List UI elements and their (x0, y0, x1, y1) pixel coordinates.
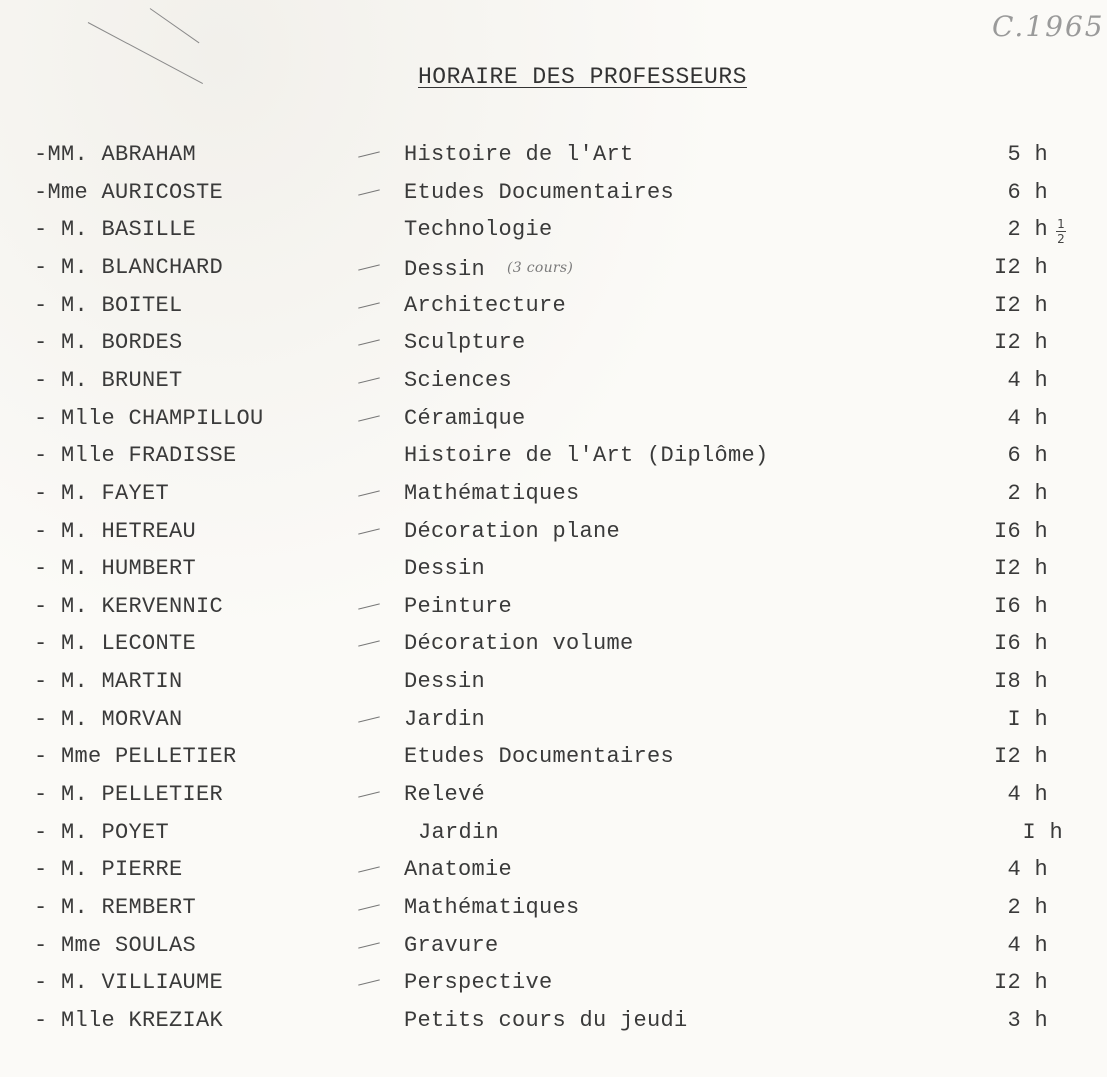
course-subject (404, 476, 580, 512)
teacher-name: - M. LECONTE (34, 631, 197, 657)
weekly-hours: 3 h (1007, 1007, 1048, 1033)
weekly-hours: 5 h (1007, 142, 1048, 167)
weekly-hours: I6 h (993, 593, 1048, 619)
pen-tick-mark (358, 716, 380, 722)
teacher-name: - M. POYET (34, 819, 170, 845)
teacher-name: - Mlle KREZIAK (34, 1007, 224, 1033)
pen-tick-mark (358, 867, 380, 873)
teacher-name: -Mme AURICOSTE (34, 179, 224, 205)
weekly-hours: I h (1022, 819, 1063, 845)
teacher-name: - M. HUMBERT (34, 556, 197, 582)
teacher-name: - M. MARTIN (34, 669, 183, 695)
pen-tick-mark (358, 377, 380, 383)
course-subject-text: Sculpture (404, 330, 526, 356)
pen-tick-mark (358, 942, 380, 948)
course-subject-text: Jardin (404, 706, 486, 732)
course-subject (404, 965, 553, 1001)
teacher-name: - Mme SOULAS (34, 932, 197, 958)
course-subject (404, 739, 674, 775)
weekly-hours: 2 h (1007, 480, 1048, 506)
teacher-name: - M. BRUNET (34, 367, 183, 393)
course-subject (404, 928, 499, 964)
weekly-hours: I6 h (993, 631, 1048, 657)
teacher-name: - M. BOITEL (34, 292, 183, 318)
teacher-name: - M. HETREAU (34, 518, 197, 544)
course-subject (404, 514, 620, 550)
schedule-row (0, 137, 1107, 173)
schedule-row (0, 212, 1107, 248)
course-subject (404, 175, 674, 211)
schedule-row (0, 175, 1107, 211)
schedule-row (0, 288, 1107, 324)
schedule-row (0, 852, 1107, 888)
schedule-row (0, 589, 1107, 625)
course-subject-text: Etudes Documentaires (404, 744, 675, 770)
course-subject (404, 664, 485, 700)
course-subject-text: Céramique (404, 405, 526, 431)
course-subject (404, 363, 512, 399)
course-subject (404, 551, 485, 587)
pen-tick-mark (358, 641, 380, 647)
course-subject-text: Dessin (404, 256, 486, 282)
schedule-row (0, 1003, 1107, 1039)
pen-scratch-mark (150, 8, 200, 43)
course-subject (404, 288, 566, 324)
course-subject (404, 250, 573, 288)
teacher-name: - M. FAYET (34, 480, 170, 506)
course-subject-text: Histoire de l'Art (404, 142, 634, 167)
course-subject (418, 815, 499, 851)
course-subject-text: Anatomie (404, 857, 513, 883)
weekly-hours: 4 h (1007, 367, 1048, 393)
course-subject-text: Mathématiques (404, 480, 580, 506)
schedule-row (0, 401, 1107, 437)
course-subject-text: Dessin (404, 669, 486, 695)
schedule-row (0, 965, 1107, 1001)
teacher-name: - Mlle FRADISSE (34, 443, 237, 469)
course-subject (404, 137, 634, 173)
pen-tick-mark (358, 490, 380, 496)
teacher-name: - Mme PELLETIER (34, 744, 237, 770)
course-subject-text: Décoration volume (404, 631, 634, 657)
weekly-hours: 6 h (1007, 443, 1048, 469)
course-subject-text: Gravure (404, 932, 499, 958)
weekly-hours: I2 h (993, 744, 1048, 770)
pen-scratch-mark (88, 22, 203, 84)
weekly-hours: 4 h (1007, 405, 1048, 431)
teacher-name: - M. BLANCHARD (34, 254, 224, 280)
course-subject (404, 1003, 688, 1039)
course-subject (404, 401, 526, 437)
weekly-hours: 2 h (1007, 217, 1048, 243)
schedule-row (0, 626, 1107, 662)
teacher-name: - M. BORDES (34, 330, 183, 356)
weekly-hours: 2 h (1007, 895, 1048, 920)
weekly-hours: I2 h (993, 292, 1048, 318)
schedule-row (0, 739, 1107, 775)
schedule-row (0, 325, 1107, 361)
pen-tick-mark (358, 415, 380, 421)
course-subject-text: Histoire de l'Art (Diplôme) (404, 443, 769, 469)
pen-tick-mark (358, 302, 380, 308)
teacher-name: - M. PELLETIER (34, 782, 224, 808)
fraction-numerator: 1 (1057, 217, 1065, 232)
pen-tick-mark (358, 528, 380, 534)
weekly-hours: 4 h (1007, 857, 1048, 883)
course-subject-text: Etudes Documentaires (404, 179, 675, 205)
teacher-name: - M. VILLIAUME (34, 970, 224, 996)
weekly-hours: I h (1007, 706, 1048, 732)
schedule-row (0, 890, 1107, 926)
weekly-hours: I2 h (993, 254, 1048, 280)
teacher-name: - M. MORVAN (34, 706, 183, 732)
weekly-hours: I2 h (993, 330, 1048, 356)
course-subject-text: Petits cours du jeudi (404, 1007, 688, 1033)
pen-tick-mark (358, 791, 380, 797)
pen-tick-mark (358, 904, 380, 910)
pen-tick-mark (358, 980, 380, 986)
course-subject-text: Technologie (404, 217, 553, 243)
course-subject-text: Jardin (418, 819, 500, 845)
course-subject (404, 325, 526, 361)
course-subject (404, 438, 769, 474)
course-subject-text: Décoration plane (404, 518, 621, 544)
schedule-row (0, 438, 1107, 474)
weekly-hours: I6 h (993, 518, 1048, 544)
weekly-hours: 4 h (1007, 782, 1048, 808)
course-subject-text: Dessin (404, 556, 486, 582)
schedule-row (0, 514, 1107, 550)
weekly-hours: 4 h (1007, 932, 1048, 958)
handwritten-date-note: C.1965 (992, 10, 1105, 43)
schedule-row (0, 476, 1107, 512)
schedule-row (0, 363, 1107, 399)
weekly-hours: I2 h (993, 970, 1048, 996)
weekly-hours: 6 h (1007, 179, 1048, 205)
pen-tick-mark (358, 603, 380, 609)
course-subject (404, 626, 634, 662)
pen-tick-mark (358, 340, 380, 346)
course-subject-text: Mathématiques (404, 895, 580, 920)
handwritten-annotation: (3 cours) (507, 259, 574, 276)
pen-tick-mark (358, 264, 380, 270)
course-subject-text: Architecture (404, 292, 567, 318)
course-subject-text: Sciences (404, 367, 513, 393)
pen-tick-mark (358, 151, 380, 157)
weekly-hours: I2 h (993, 556, 1048, 582)
schedule-row (0, 250, 1107, 286)
teacher-name: - M. BASILLE (34, 217, 197, 243)
fraction-denominator: 2 (1057, 232, 1065, 247)
schedule-row (0, 664, 1107, 700)
course-subject-text: Peinture (404, 593, 513, 619)
course-subject (404, 852, 512, 888)
teacher-name: - M. PIERRE (34, 857, 183, 883)
teacher-name: - M. REMBERT (34, 895, 197, 920)
course-subject (404, 702, 485, 738)
schedule-row (0, 815, 1107, 851)
course-subject (404, 589, 512, 625)
weekly-hours: I8 h (993, 669, 1048, 695)
pen-tick-mark (358, 189, 380, 195)
teacher-name: -MM. ABRAHAM (34, 142, 197, 167)
course-subject (404, 890, 580, 926)
schedule-row (0, 928, 1107, 964)
course-subject-text: Perspective (404, 970, 553, 996)
teacher-name: - M. KERVENNIC (34, 593, 224, 619)
schedule-row (0, 702, 1107, 738)
course-subject (404, 212, 553, 248)
course-subject (404, 777, 485, 813)
teacher-name: - Mlle CHAMPILLOU (34, 405, 264, 431)
course-subject-text: Relevé (404, 782, 486, 808)
schedule-row (0, 777, 1107, 813)
half-hour-fraction (1056, 218, 1066, 245)
schedule-row (0, 551, 1107, 587)
document-title: HORAIRE DES PROFESSEURS (418, 64, 747, 90)
